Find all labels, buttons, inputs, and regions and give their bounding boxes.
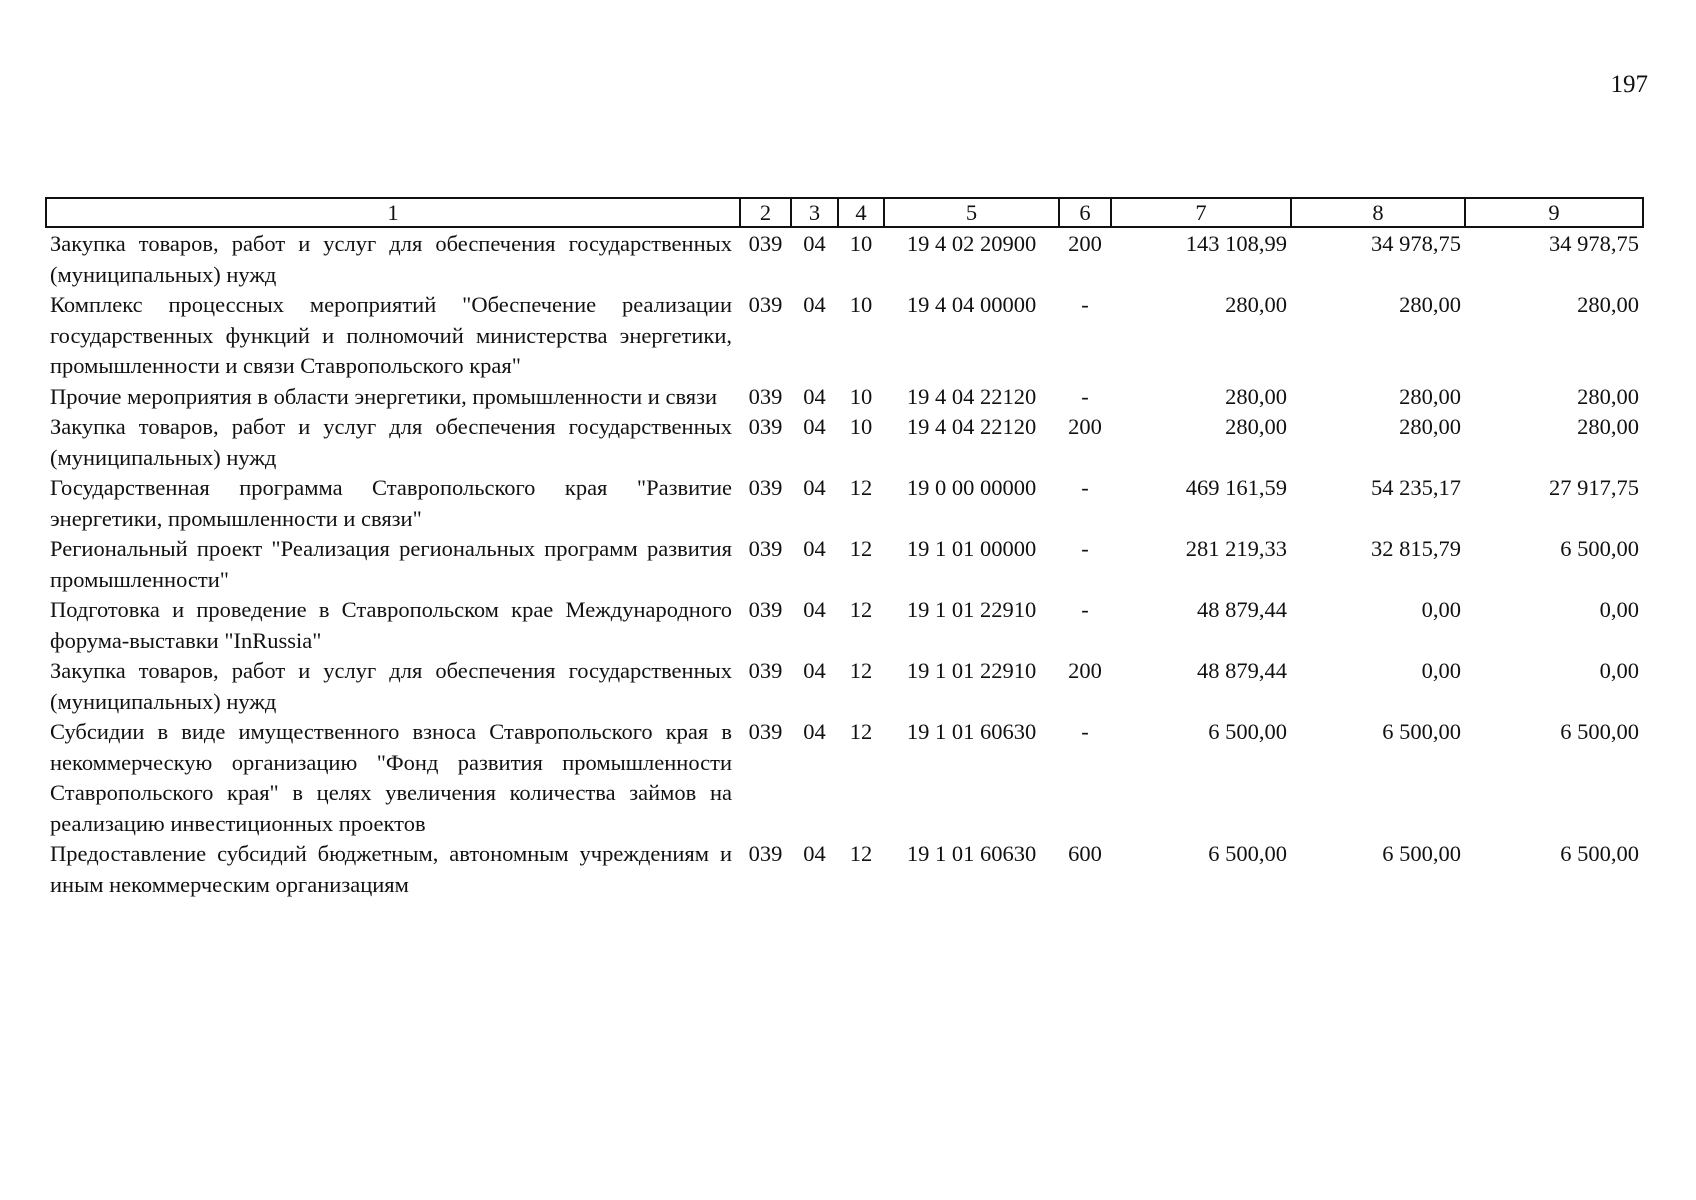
row-name: Прочие мероприятия в области энергетики, промышленности и связи [50, 383, 718, 409]
target-code: 19 4 04 00000 [906, 292, 1037, 317]
expense-type-code: 200 [1068, 658, 1102, 683]
expense-type-code: 200 [1068, 414, 1102, 439]
table-row [46, 382, 1643, 413]
section-code: 04 [803, 597, 826, 622]
subsection-code: 12 [849, 536, 873, 561]
row-name: Закупка товаров, работ и услуг для обеспечения государственных (муниципальных) нужд [50, 414, 732, 470]
column-header-4: 4 [838, 198, 884, 227]
expense-type-code: 200 [1068, 231, 1102, 256]
amount-col-8: 54 235,17 [1371, 475, 1461, 500]
expense-type-code: - [1081, 536, 1089, 561]
target-code: 19 1 01 60630 [906, 719, 1037, 744]
row-name: Закупка товаров, работ и услуг для обеспечения государственных (муниципальных) нужд [50, 231, 732, 287]
table-row [46, 473, 1643, 534]
column-header-2: 2 [740, 198, 791, 227]
ministry-code: 039 [748, 719, 783, 744]
ministry-code: 039 [748, 597, 783, 622]
amount-col-9: 0,00 [1599, 597, 1639, 622]
section-code: 04 [803, 475, 826, 500]
expense-type-code: - [1081, 475, 1089, 500]
column-header-8: 8 [1291, 198, 1465, 227]
amount-col-8: 32 815,79 [1371, 536, 1461, 561]
subsection-code: 10 [849, 292, 873, 317]
header-row [46, 198, 1643, 227]
subsection-code: 12 [849, 475, 873, 500]
amount-col-9: 6 500,00 [1560, 536, 1639, 561]
amount-col-8: 0,00 [1421, 658, 1461, 683]
ministry-code: 039 [748, 231, 783, 256]
ministry-code: 039 [748, 475, 783, 500]
table-row [46, 717, 1643, 839]
row-name: Комплекс процессных мероприятий "Обеспечение реализации государственных функций и полномочий министерства энергетики, промышленности и связи Ставропольского края" [50, 292, 732, 378]
amount-col-7: 280,00 [1225, 292, 1287, 317]
row-name: Субсидии в виде имущественного взноса Ставропольского края в некоммерческую организацию "Фонд развития промышленности Ставропольского края" в целях увеличения количества займов на реализацию инвестиционных проектов [50, 719, 732, 836]
amount-col-7: 6 500,00 [1208, 841, 1287, 866]
section-code: 04 [803, 658, 826, 683]
amount-col-7: 143 108,99 [1185, 231, 1287, 256]
row-name: Государственная программа Ставропольского края "Развитие энергетики, промышленности и связи" [50, 475, 732, 531]
subsection-code: 10 [849, 414, 873, 439]
amount-col-8: 280,00 [1399, 414, 1461, 439]
amount-col-7: 281 219,33 [1185, 536, 1287, 561]
section-code: 04 [803, 536, 826, 561]
section-code: 04 [803, 231, 826, 256]
section-code: 04 [803, 841, 826, 866]
subsection-code: 12 [849, 841, 873, 866]
amount-col-9: 6 500,00 [1560, 841, 1639, 866]
amount-col-9: 34 978,75 [1549, 231, 1639, 256]
row-name: Предоставление субсидий бюджетным, автономным учреждениям и иным некоммерческим организациям [50, 841, 732, 897]
subsection-code: 12 [849, 658, 873, 683]
table-row [46, 412, 1643, 473]
column-header-6: 6 [1059, 198, 1111, 227]
expense-type-code: - [1081, 292, 1089, 317]
target-code: 19 1 01 22910 [906, 597, 1037, 622]
amount-col-8: 34 978,75 [1371, 231, 1461, 256]
column-header-5: 5 [884, 198, 1059, 227]
ministry-code: 039 [748, 414, 783, 439]
row-name: Подготовка и проведение в Ставропольском крае Международного форума-выставки "InRussia" [50, 597, 732, 653]
budget-table [45, 197, 1644, 900]
ministry-code: 039 [748, 536, 783, 561]
amount-col-9: 280,00 [1577, 414, 1639, 439]
ministry-code: 039 [748, 292, 783, 317]
expense-type-code: 600 [1068, 841, 1102, 866]
row-name: Региональный проект "Реализация региональных программ развития промышленности" [50, 536, 732, 592]
column-header-1: 1 [46, 198, 740, 227]
amount-col-7: 48 879,44 [1197, 658, 1287, 683]
ministry-code: 039 [748, 658, 783, 683]
table-row [46, 839, 1643, 900]
table-row [46, 227, 1643, 290]
amount-col-9: 0,00 [1599, 658, 1639, 683]
column-header-3: 3 [791, 198, 838, 227]
amount-col-7: 48 879,44 [1197, 597, 1287, 622]
expense-type-code: - [1081, 383, 1089, 409]
row-name: Закупка товаров, работ и услуг для обеспечения государственных (муниципальных) нужд [50, 658, 732, 714]
amount-col-8: 6 500,00 [1382, 841, 1461, 866]
target-code: 19 4 04 22120 [906, 383, 1037, 409]
table-header [46, 198, 1643, 227]
table-body [46, 227, 1643, 900]
table-row [46, 595, 1643, 656]
amount-col-9: 27 917,75 [1549, 475, 1639, 500]
amount-col-9: 280,00 [1577, 383, 1639, 409]
column-header-9: 9 [1465, 198, 1643, 227]
amount-col-9: 6 500,00 [1560, 719, 1639, 744]
subsection-code: 12 [849, 719, 873, 744]
page-number: 197 [1610, 71, 1648, 98]
expense-type-code: - [1081, 719, 1089, 744]
target-code: 19 1 01 00000 [906, 536, 1037, 561]
amount-col-7: 469 161,59 [1185, 475, 1287, 500]
ministry-code: 039 [748, 383, 783, 409]
amount-col-8: 0,00 [1421, 597, 1461, 622]
section-code: 04 [803, 414, 826, 439]
amount-col-8: 6 500,00 [1382, 719, 1461, 744]
table-row [46, 534, 1643, 595]
amount-col-7: 280,00 [1225, 383, 1287, 409]
target-code: 19 0 00 00000 [906, 475, 1037, 500]
section-code: 04 [803, 719, 826, 744]
target-code: 19 4 04 22120 [906, 414, 1037, 439]
amount-col-8: 280,00 [1399, 292, 1461, 317]
subsection-code: 12 [849, 597, 873, 622]
amount-col-7: 6 500,00 [1208, 719, 1287, 744]
subsection-code: 10 [849, 383, 873, 409]
ministry-code: 039 [748, 841, 783, 866]
expense-type-code: - [1081, 597, 1089, 622]
subsection-code: 10 [849, 231, 873, 256]
target-code: 19 1 01 22910 [906, 658, 1037, 683]
amount-col-8: 280,00 [1399, 383, 1461, 409]
budget-table-container [45, 197, 1642, 900]
column-header-7: 7 [1111, 198, 1291, 227]
table-row [46, 656, 1643, 717]
section-code: 04 [803, 383, 826, 409]
table-row [46, 290, 1643, 382]
amount-col-7: 280,00 [1225, 414, 1287, 439]
target-code: 19 1 01 60630 [906, 841, 1037, 866]
section-code: 04 [803, 292, 826, 317]
target-code: 19 4 02 20900 [906, 231, 1037, 256]
amount-col-9: 280,00 [1577, 292, 1639, 317]
